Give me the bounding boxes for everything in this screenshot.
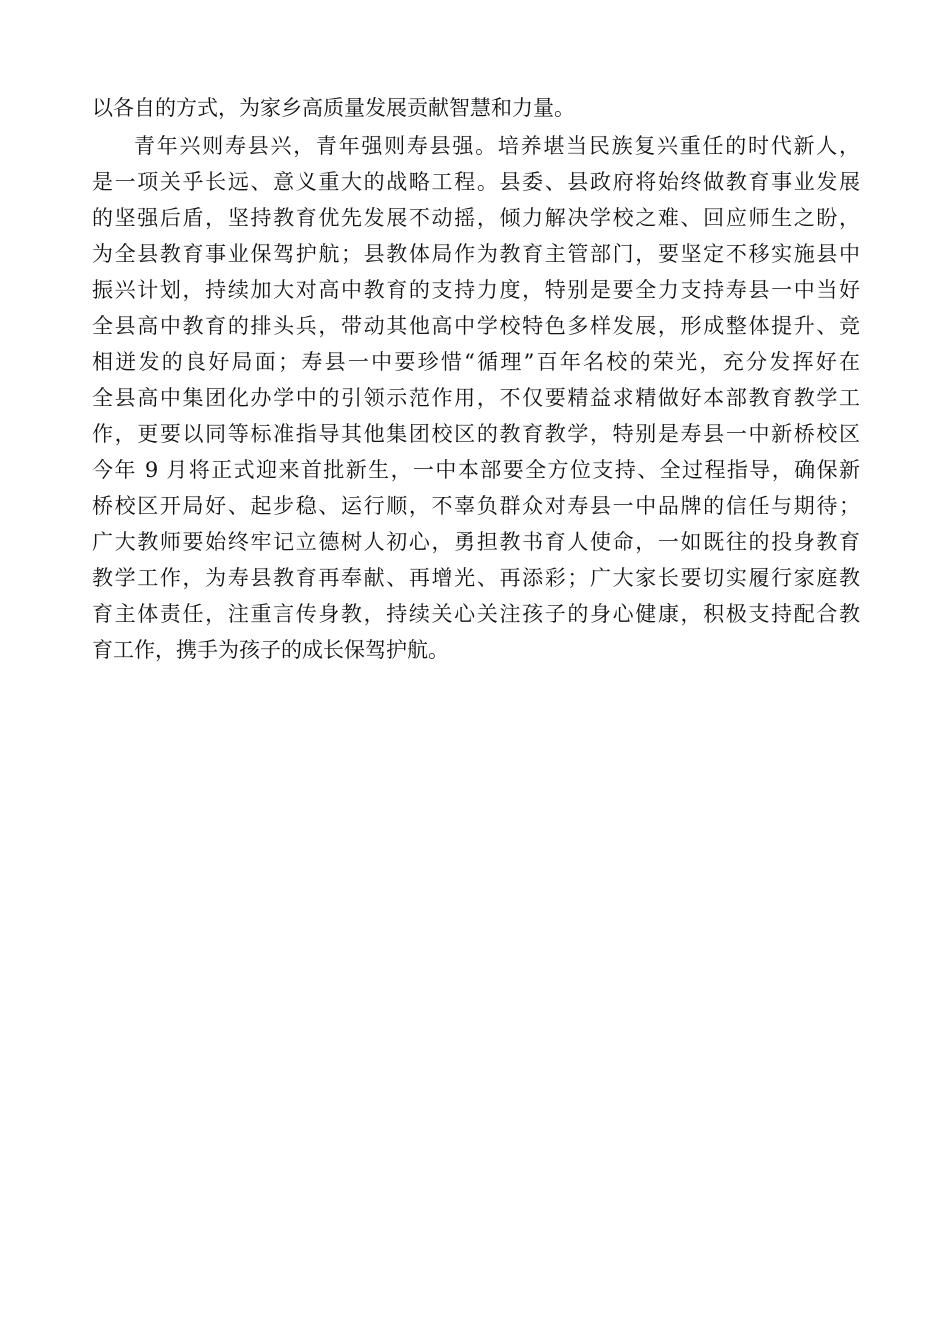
paragraph-continuation <box>92 90 860 126</box>
text-line: 相迸发的良好局面；寿县一中要珍惜“循理”百年名校的荣光，充分发挥好在 <box>92 350 860 374</box>
text-line: 全县高中集团化办学中的引领示范作用，不仅要精益求精做好本部教育教学工 <box>92 386 860 410</box>
text-line: 以各自的方式，为家乡高质量发展贡献智慧和力量。 <box>92 96 575 120</box>
text-line: 的坚强后盾，坚持教育优先发展不动摇，倾力解决学校之难、回应师生之盼， <box>92 206 860 230</box>
text-line: 为全县教育事业保驾护航；县教体局作为教育主管部门，要坚定不移实施县中 <box>92 242 860 266</box>
document-body <box>92 90 860 668</box>
text-line: 育工作，携手为孩子的成长保驾护航。 <box>92 638 449 662</box>
text-line: 作，更要以同等标准指导其他集团校区的教育教学，特别是寿县一中新桥校区 <box>92 422 860 446</box>
text-line: 教学工作，为寿县教育再奉献、再增光、再添彩；广大家长要切实履行家庭教 <box>92 566 860 590</box>
text-line: 育主体责任，注重言传身教，持续关心关注孩子的身心健康，积极支持配合教 <box>92 602 860 626</box>
text-line: 振兴计划，持续加大对高中教育的支持力度，特别是要全力支持寿县一中当好 <box>92 278 860 302</box>
text-line: 是一项关乎长远、意义重大的战略工程。县委、县政府将始终做教育事业发展 <box>92 170 860 194</box>
text-line: 全县高中教育的排头兵，带动其他高中学校特色多样发展，形成整体提升、竞 <box>92 314 860 338</box>
text-line: 今年 9 月将正式迎来首批新生，一中本部要全方位支持、全过程指导，确保新 <box>92 458 860 482</box>
text-line: 青年兴则寿县兴，青年强则寿县强。培养堪当民族复兴重任的时代新人， <box>134 134 860 158</box>
paragraph-youth <box>92 128 860 668</box>
text-line: 桥校区开局好、起步稳、运行顺，不辜负群众对寿县一中品牌的信任与期待； <box>92 494 860 518</box>
text-line: 广大教师要始终牢记立德树人初心，勇担教书育人使命，一如既往的投身教育 <box>92 530 860 554</box>
